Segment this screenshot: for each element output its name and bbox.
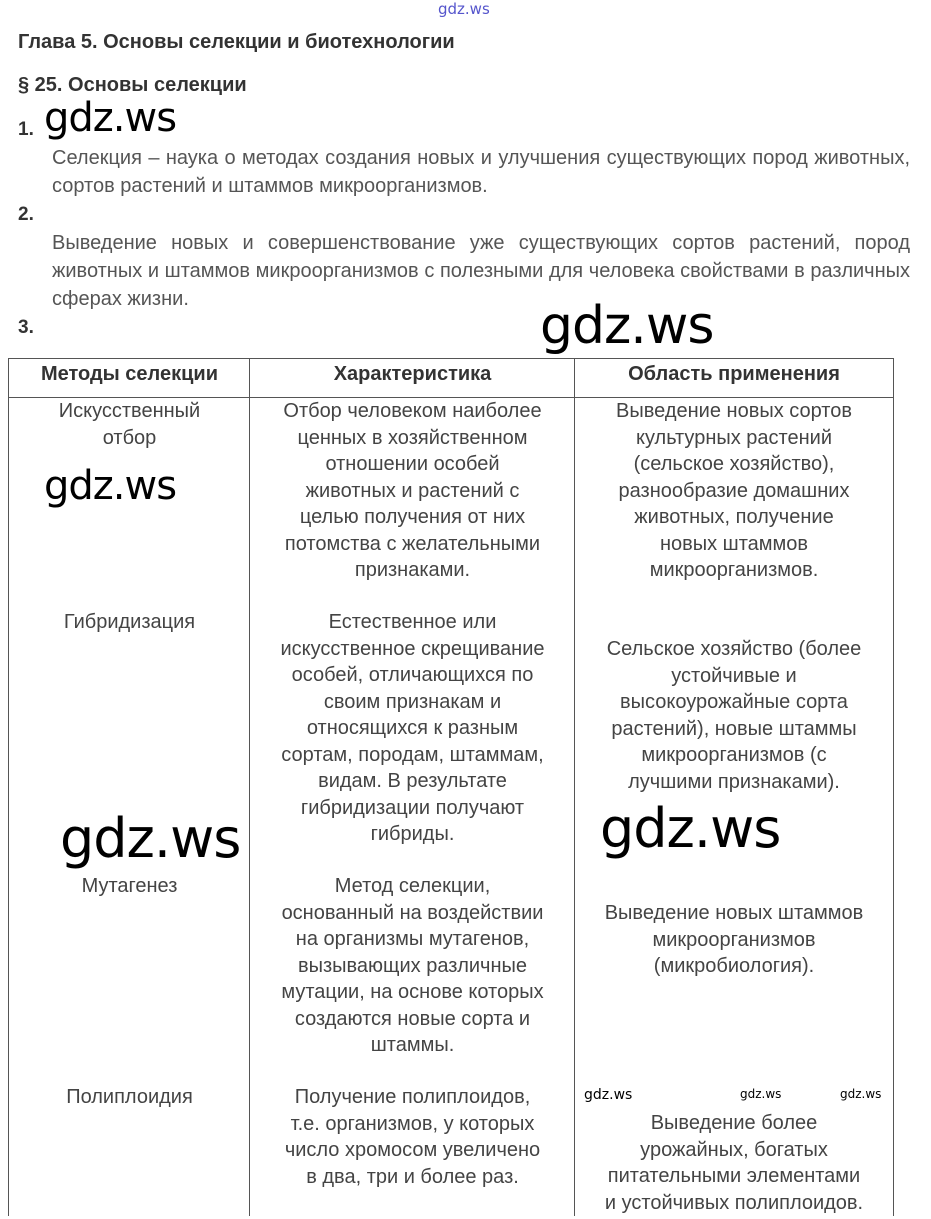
watermark: gdz.ws [740, 1087, 782, 1101]
watermark: gdz.ws [540, 296, 714, 356]
row-2-description: Естественное или искусственное скрещивание особей, отличающихся по своим признакам и относящихся к разным сортам, породам, штаммам, видам. В результате гибридизации получают гибриды. [280, 611, 545, 845]
row-4-method: Полиплоидия [66, 1086, 193, 1108]
row-3-description: Метод селекции, основанный на воздействии на организмы мутагенов, вызывающих различные мутации, на основе которых создаются новые сорта и штаммы. [281, 875, 544, 1056]
row-3-method: Мутагенез [81, 875, 178, 897]
header-characteristic: Характеристика [333, 363, 492, 385]
watermark: gdz.ws [584, 1087, 633, 1103]
row-1-description: Отбор человеком наиболее ценных в хозяйственном отношении особей животных и растений с целью получения от них потомства с желательными признаками. [283, 400, 542, 581]
watermark-top: gdz.ws [438, 0, 490, 18]
answer-2-text: Выведение новых и совершенствование уже существующих сортов растений, пород животных и штаммов микроорганизмов с полезными для человека свойствами в различных сферах жизни. [52, 232, 910, 310]
answer-2-number: 2. [18, 204, 34, 225]
row-4-description: Получение полиплоидов, т.е. организмов, у которых число хромосом увеличено в два, три и более раз. [284, 1086, 541, 1188]
watermark: gdz.ws [600, 797, 781, 860]
header-methods: Методы селекции [40, 363, 219, 385]
row-3-application: Выведение новых штаммов микроорганизмов (микробиология). [604, 902, 864, 977]
row-4-application: Выведение более урожайных, богатых питательными элементами и устойчивых полиплоидов. [604, 1112, 864, 1214]
row-2-application: Сельское хозяйство (более устойчивые и высокоурожайные сорта растений), новые штаммы микроорганизмов (с лучшими признаками). [606, 638, 862, 793]
answer-3-number: 3. [18, 317, 34, 338]
watermark: gdz.ws [840, 1087, 882, 1101]
watermark: gdz.ws [44, 463, 177, 509]
header-application: Область применения [628, 363, 840, 385]
chapter-title: Глава 5. Основы селекции и биотехнологии [18, 31, 455, 53]
section-title: § 25. Основы селекции [18, 74, 247, 96]
row-1-method: Искусственный отбор [58, 400, 201, 449]
watermark: gdz.ws [60, 807, 241, 870]
answer-1-text: Селекция – наука о методах создания новых и улучшения существующих пород животных, сортов растений и штаммов микроорганизмов. [52, 147, 910, 197]
row-2-method: Гибридизация [63, 611, 196, 633]
answer-1-number: 1. [18, 119, 34, 140]
row-1-application: Выведение новых сортов культурных растений (сельское хозяйство), разнообразие домашних животных, получение новых штаммов микроорганизмов. [616, 400, 852, 581]
watermark: gdz.ws [44, 95, 177, 141]
